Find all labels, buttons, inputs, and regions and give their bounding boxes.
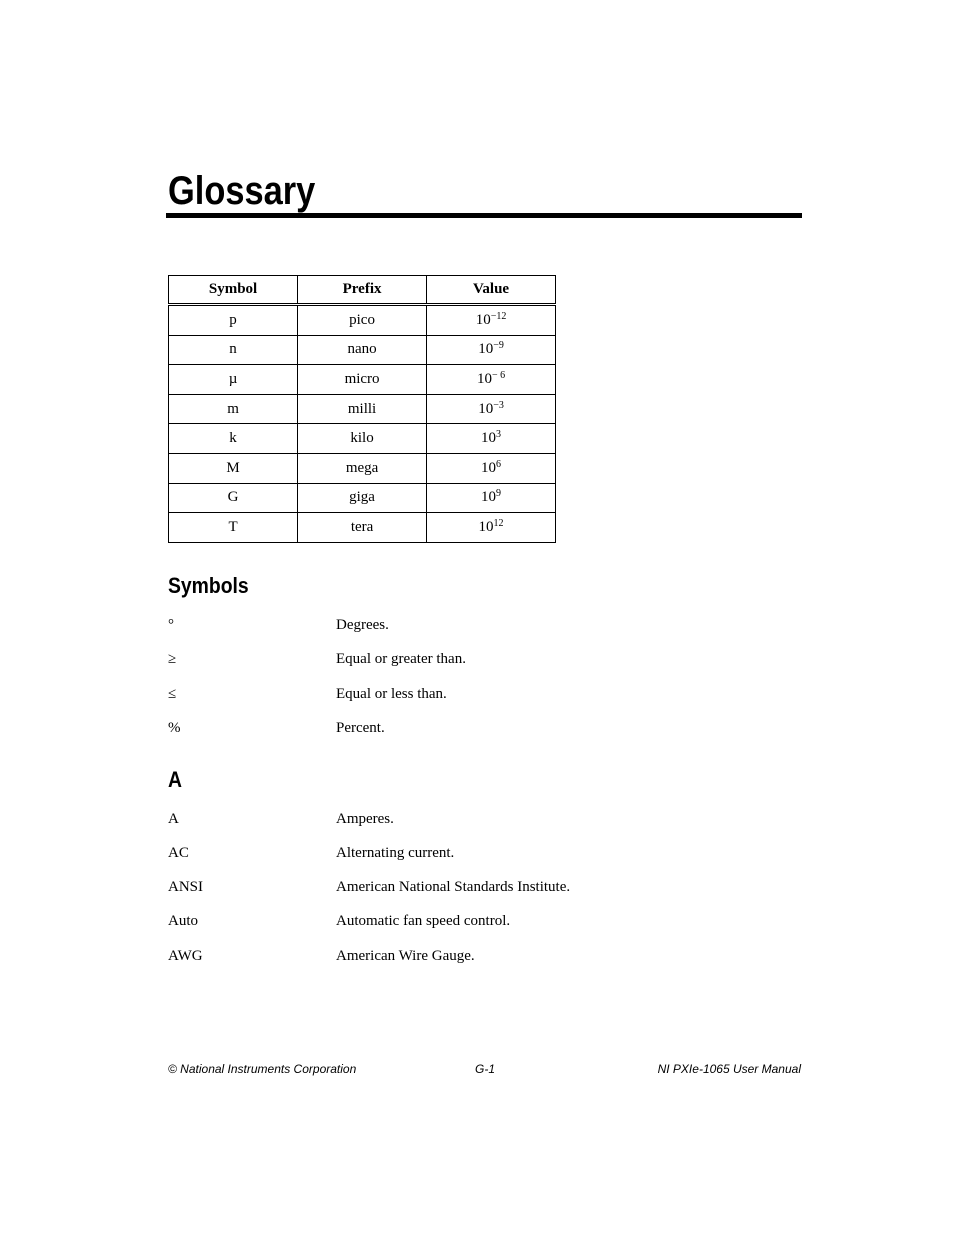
glossary-definition: American Wire Gauge. [336, 948, 475, 964]
title-rule [166, 213, 802, 218]
glossary-definition: Degrees. [336, 617, 389, 633]
value-base: 10 [478, 400, 494, 417]
symbol-cell: µ [169, 365, 298, 395]
prefix-cell: nano [298, 335, 427, 365]
glossary-term: % [168, 720, 181, 736]
prefix-cell: tera [298, 513, 427, 543]
value-cell [427, 513, 556, 543]
symbol-cell: p [169, 305, 298, 336]
value-base: 10 [478, 341, 494, 358]
prefix-cell: milli [298, 394, 427, 424]
table-row [169, 453, 556, 483]
prefix-cell: mega [298, 453, 427, 483]
value-exponent: −9 [493, 340, 504, 352]
prefix-cell: giga [298, 483, 427, 513]
table-row [169, 365, 556, 395]
glossary-definition: Equal or greater than. [336, 651, 466, 667]
value-cell [427, 305, 556, 336]
footer-page-number: G-1 [475, 1062, 496, 1076]
footer-copyright: © National Instruments Corporation [168, 1062, 357, 1076]
symbol-cell: m [169, 394, 298, 424]
section-heading-symbols: Symbols [168, 573, 249, 598]
glossary-term: ANSI [168, 879, 204, 895]
value-cell [427, 335, 556, 365]
table-row [169, 305, 556, 336]
value-base: 10 [478, 518, 494, 535]
footer-manual-title: NI PXIe-1065 User Manual [657, 1062, 801, 1076]
table-row [169, 335, 556, 365]
glossary-definition: Equal or less than. [336, 686, 447, 702]
value-base: 10 [476, 370, 492, 387]
value-cell [427, 424, 556, 454]
symbol-cell: G [169, 483, 298, 513]
value-cell [427, 483, 556, 513]
glossary-definition: Alternating current. [336, 845, 455, 861]
page-title: Glossary [168, 169, 316, 213]
value-cell [427, 453, 556, 483]
glossary-term: AWG [168, 948, 203, 964]
value-cell [427, 365, 556, 395]
table-row [169, 424, 556, 454]
value-base: 10 [481, 489, 497, 506]
glossary-term: ≥ [168, 651, 177, 667]
glossary-term: ≤ [168, 686, 177, 702]
symbol-cell: k [169, 424, 298, 454]
value-exponent: 3 [496, 429, 502, 441]
glossary-definition: Amperes. [336, 811, 394, 827]
value-exponent: − 6 [491, 369, 506, 381]
value-base: 10 [475, 311, 491, 328]
prefix-cell: pico [298, 305, 427, 336]
table-header-row [169, 276, 556, 305]
table-row [169, 483, 556, 513]
column-header-prefix: Prefix [298, 276, 427, 305]
value-exponent: −12 [490, 310, 507, 322]
symbol-cell: n [169, 335, 298, 365]
value-cell [427, 394, 556, 424]
glossary-definition: American National Standards Institute. [336, 879, 571, 895]
prefix-cell: kilo [298, 424, 427, 454]
glossary-term: AC [168, 845, 189, 861]
value-exponent: 12 [493, 517, 504, 529]
value-base: 10 [481, 459, 497, 476]
column-header-symbol: Symbol [169, 276, 298, 305]
column-header-value: Value [427, 276, 556, 305]
glossary-term: ° [168, 617, 174, 633]
symbol-cell: M [169, 453, 298, 483]
table-row [169, 513, 556, 543]
glossary-definition: Percent. [336, 720, 385, 736]
value-exponent: 6 [496, 458, 502, 470]
prefix-cell: micro [298, 365, 427, 395]
value-exponent: −3 [493, 399, 504, 411]
glossary-definition: Automatic fan speed control. [336, 913, 511, 929]
glossary-term: Auto [168, 913, 198, 929]
value-base: 10 [481, 430, 497, 447]
value-exponent: 9 [496, 488, 502, 500]
table-row [169, 394, 556, 424]
glossary-term: A [168, 811, 179, 827]
section-heading-a: A [168, 767, 182, 792]
prefix-table [168, 275, 556, 543]
symbol-cell: T [169, 513, 298, 543]
